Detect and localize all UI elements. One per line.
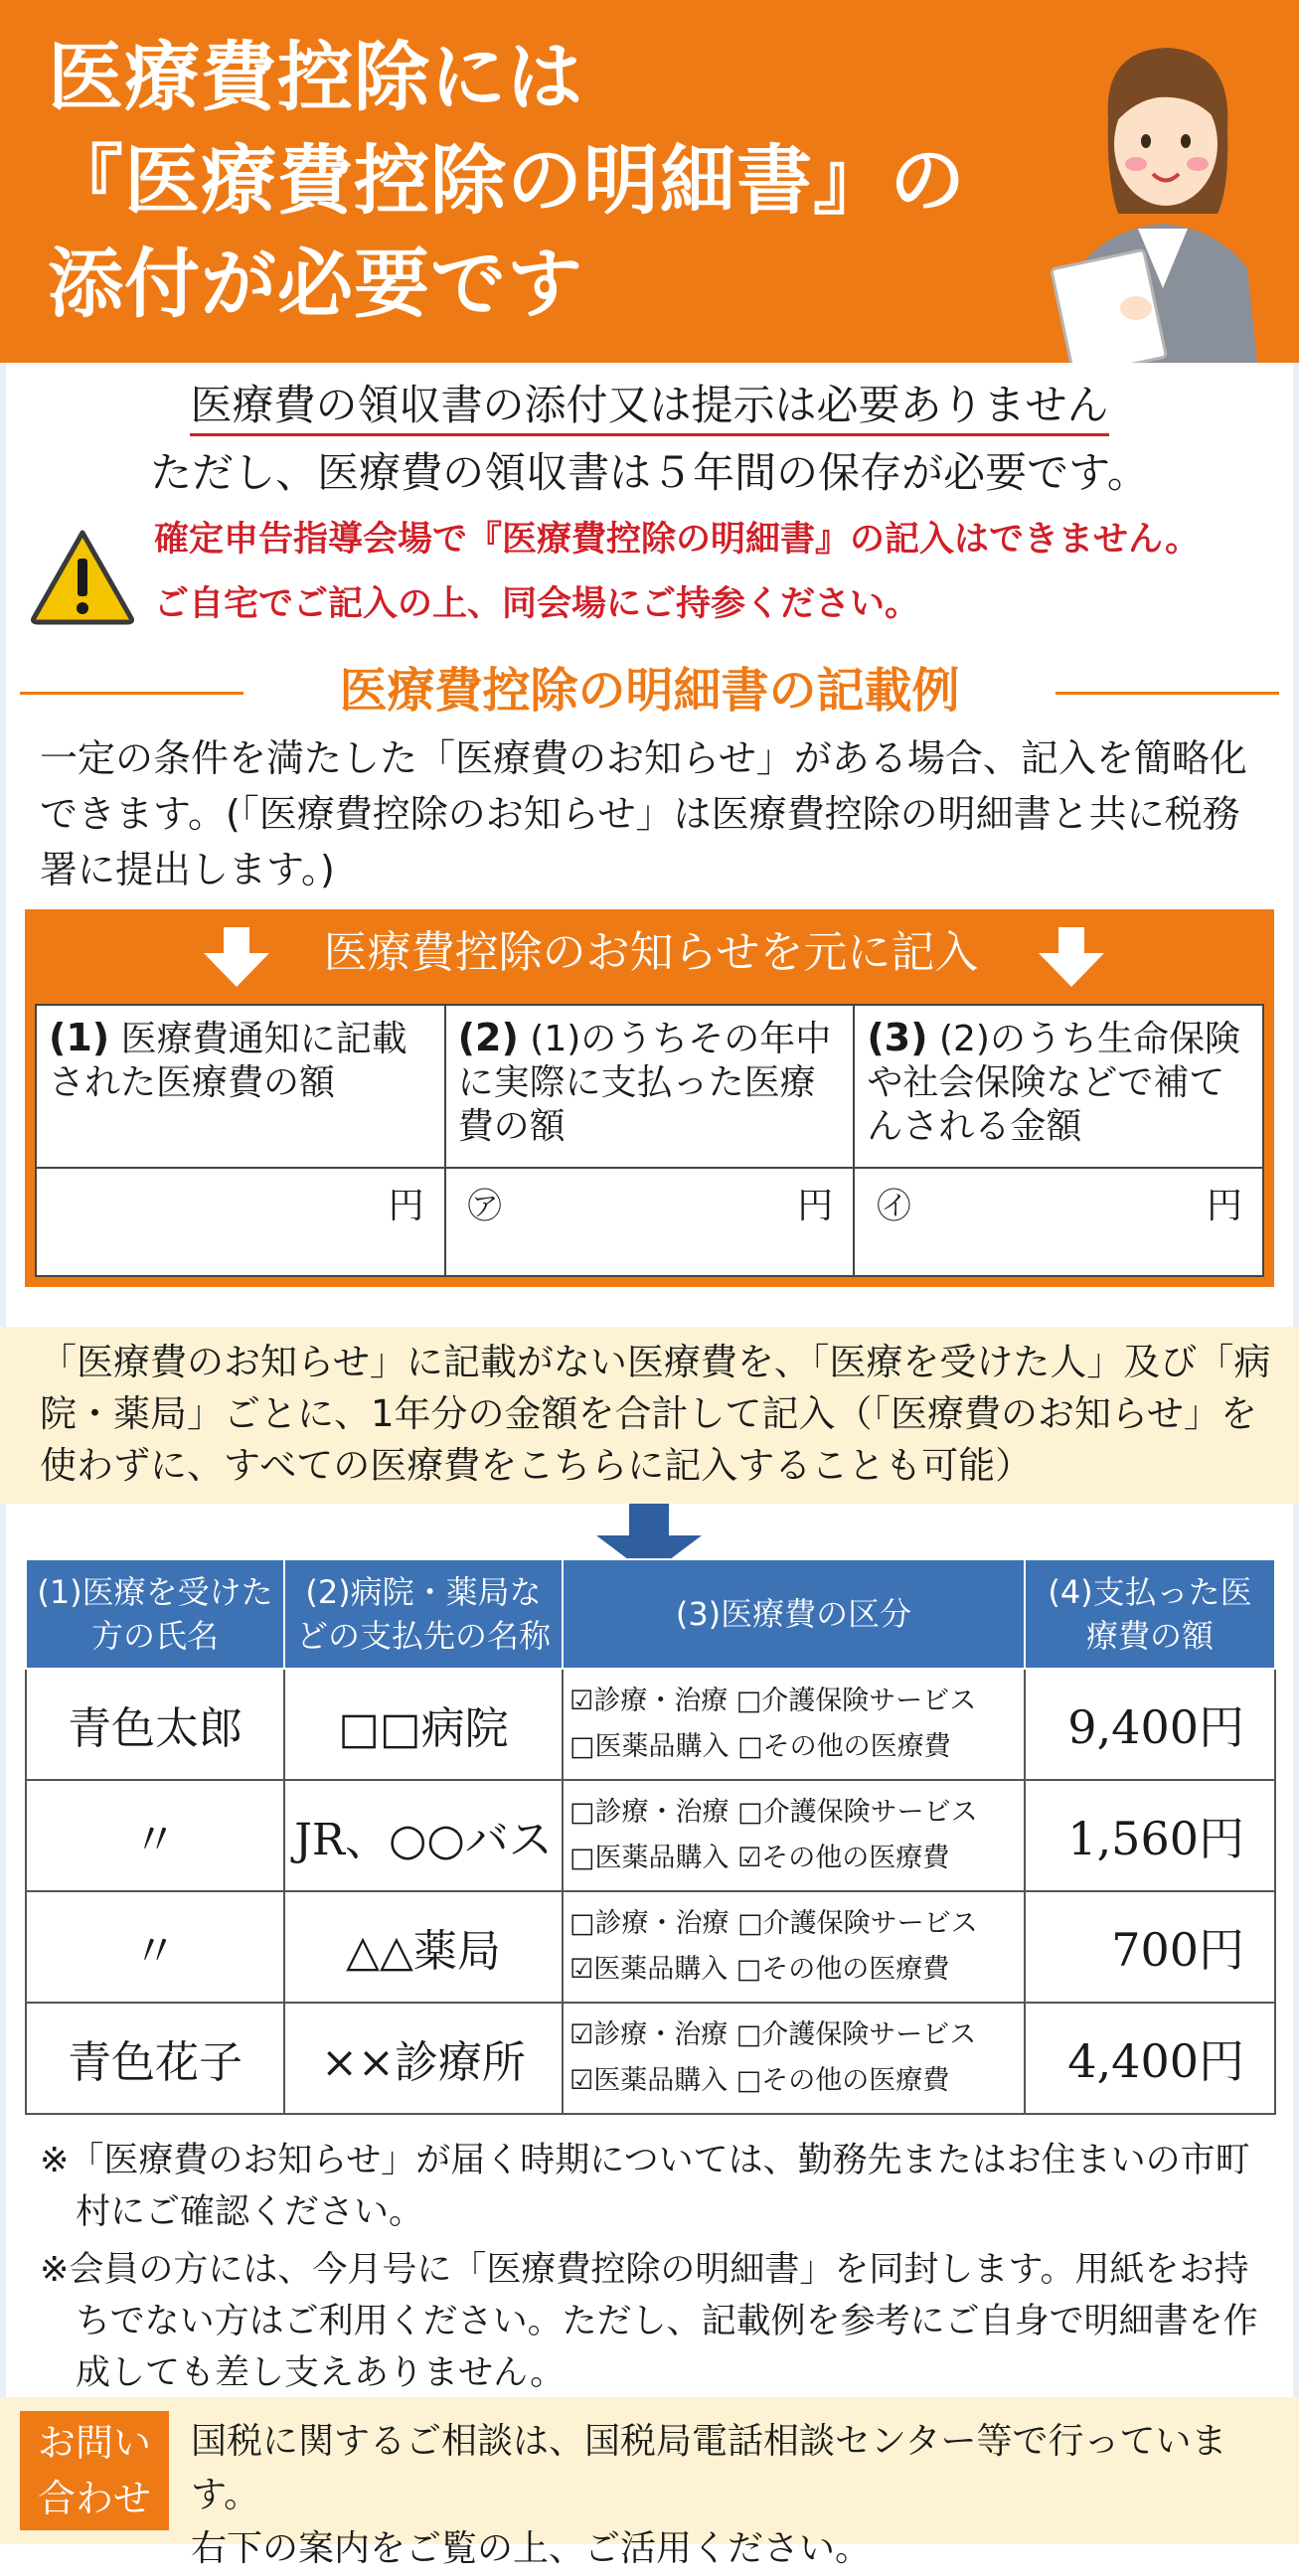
contact-footer <box>0 2397 1299 2569</box>
yen-unit: 円 <box>388 1186 424 1227</box>
contact-text <box>191 2415 1284 2576</box>
section-description: 一定の条件を満たした「医療費のお知らせ」がある場合、記入を簡略化できます。(「医療費控除のお知らせ」は医療費控除の明細書と共に税務署に提出します。) <box>40 736 1247 891</box>
expense-category <box>563 1891 1025 2003</box>
amount-field <box>36 1168 445 1276</box>
patient-name: 青色花子 <box>26 2003 284 2114</box>
yen-unit: 円 <box>1206 1186 1242 1227</box>
yellow-note <box>0 1327 1299 1504</box>
category-line: □医薬品購入 ☑その他の医療費 <box>569 1843 950 1873</box>
warning-icon <box>28 527 137 626</box>
table-row <box>26 2003 1275 2114</box>
amount-field <box>445 1168 855 1276</box>
yellow-note-text: 「医療費のお知らせ」に記載がない医療費を、「医療を受けた人」及び「病院・薬局」ごとに、1年分の金額を合計して記入（「医療費のお知らせ」を使わずに、すべての医療費をこちらに記入することも可能） <box>40 1341 1271 1487</box>
table-row <box>26 1891 1275 2003</box>
payee-name: JR、○○バス <box>284 1780 563 1891</box>
col-label: (2)のうち生命保険や社会保険などで補てんされる金額 <box>867 1019 1240 1147</box>
header-banner <box>0 0 1299 363</box>
column-header: (1)医療を受けた方の氏名 <box>26 1559 284 1669</box>
category-line: □診療・治療 □介護保険サービス <box>569 1797 978 1828</box>
patient-name: 〃 <box>26 1780 284 1891</box>
category-line: □医薬品購入 □その他の医療費 <box>569 1731 951 1762</box>
paid-amount: 700円 <box>1025 1891 1275 2003</box>
paid-amount: 1,560円 <box>1025 1780 1275 1891</box>
col-number: (1) <box>49 1016 110 1059</box>
patient-name: 〃 <box>26 1891 284 2003</box>
col-label: (1)のうちその年中に実際に支払った医療費の額 <box>457 1019 832 1147</box>
amount-field <box>854 1168 1263 1276</box>
table-row <box>26 1780 1275 1891</box>
col-header <box>854 1005 1263 1168</box>
contact-text-line: 右下の案内をご覧の上、ご活用ください。 <box>191 2528 872 2569</box>
section-heading <box>20 656 1279 725</box>
patient-name: 青色太郎 <box>26 1669 284 1780</box>
col-header <box>445 1005 855 1168</box>
arrow-down-icon <box>202 927 271 987</box>
table-header-row <box>26 1559 1275 1669</box>
medical-expense-table <box>25 1558 1276 2115</box>
footnote: ※「医療費のお知らせ」が届く時期については、勤務先またはお住まいの市町村にご確認ください。 <box>40 2141 1250 2232</box>
woman-illustration <box>1049 40 1277 363</box>
heading-rule-right <box>1055 692 1279 695</box>
intro-line-1 <box>0 378 1299 433</box>
contact-label-line: 合わせ <box>37 2477 151 2520</box>
notice-amount-table <box>35 1004 1264 1277</box>
category-line: □診療・治療 □介護保険サービス <box>569 1908 978 1939</box>
payee-name: △△薬局 <box>284 1891 563 2003</box>
heading-rule-left <box>20 692 244 695</box>
yen-unit: 円 <box>797 1186 834 1227</box>
notice-box-title: 医療費控除のお知らせを元に記入 <box>323 927 979 978</box>
payee-name: ××診療所 <box>284 2003 563 2114</box>
category-line: ☑医薬品購入 □その他の医療費 <box>569 1954 950 1985</box>
notice-box-header <box>25 909 1274 999</box>
col-header <box>36 1005 445 1168</box>
col-number: (2) <box>457 1016 519 1059</box>
circled-mark: ㋑ <box>877 1187 911 1227</box>
col-number: (3) <box>867 1016 928 1059</box>
column-header: (4)支払った医療費の額 <box>1025 1559 1275 1669</box>
table-row <box>26 1669 1275 1780</box>
category-line: ☑診療・治療 □介護保険サービス <box>569 2019 977 2050</box>
column-header: (3)医療費の区分 <box>563 1559 1025 1669</box>
warning-line-1: 確定申告指導会場で『医療費控除の明細書』の記入はできません。 <box>154 520 1201 560</box>
page-title <box>48 26 1081 336</box>
column-header: (2)病院・薬局などの支払先の名称 <box>284 1559 563 1669</box>
title-line: 添付が必要です <box>48 240 583 328</box>
contact-text-line: 国税に関するご相談は、国税局電話相談センター等で行っています。 <box>191 2421 1227 2515</box>
paid-amount: 4,400円 <box>1025 2003 1275 2114</box>
contact-label <box>20 2411 169 2530</box>
title-line: 医療費控除には <box>48 33 583 121</box>
paid-amount: 9,400円 <box>1025 1669 1275 1780</box>
payee-name: □□病院 <box>284 1669 563 1780</box>
circled-mark: ㋐ <box>467 1187 502 1227</box>
arrow-down-icon <box>1037 927 1106 987</box>
expense-category <box>563 1669 1025 1780</box>
expense-category <box>563 2003 1025 2114</box>
intro-underlined-text: 医療費の領収書の添付又は提示は必要ありません <box>190 381 1108 436</box>
title-line: 『医療費控除の明細書』の <box>48 136 966 225</box>
warning-line-2: ご自宅でご記入の上、同会場にご持参ください。 <box>154 584 920 624</box>
footnote: ※会員の方には、今月号に「医療費控除の明細書」を同封します。用紙をお持ちでない方はご利用ください。ただし、記載例を参考にご自身で明細書を作成しても差し支えありません。 <box>40 2250 1258 2393</box>
section-title: 医療費控除の明細書の記載例 <box>339 663 960 719</box>
category-line: ☑診療・治療 □介護保険サービス <box>569 1686 977 1716</box>
col-label: 医療費通知に記載された医療費の額 <box>49 1019 407 1103</box>
footnotes <box>40 2135 1272 2405</box>
notice-box <box>25 909 1274 1287</box>
contact-label-line: お問い <box>37 2421 151 2465</box>
expense-category <box>563 1780 1025 1891</box>
category-line: ☑医薬品購入 □その他の医療費 <box>569 2065 950 2096</box>
intro-line-2: ただし、医療費の領収書は５年間の保存が必要です。 <box>150 448 1149 497</box>
